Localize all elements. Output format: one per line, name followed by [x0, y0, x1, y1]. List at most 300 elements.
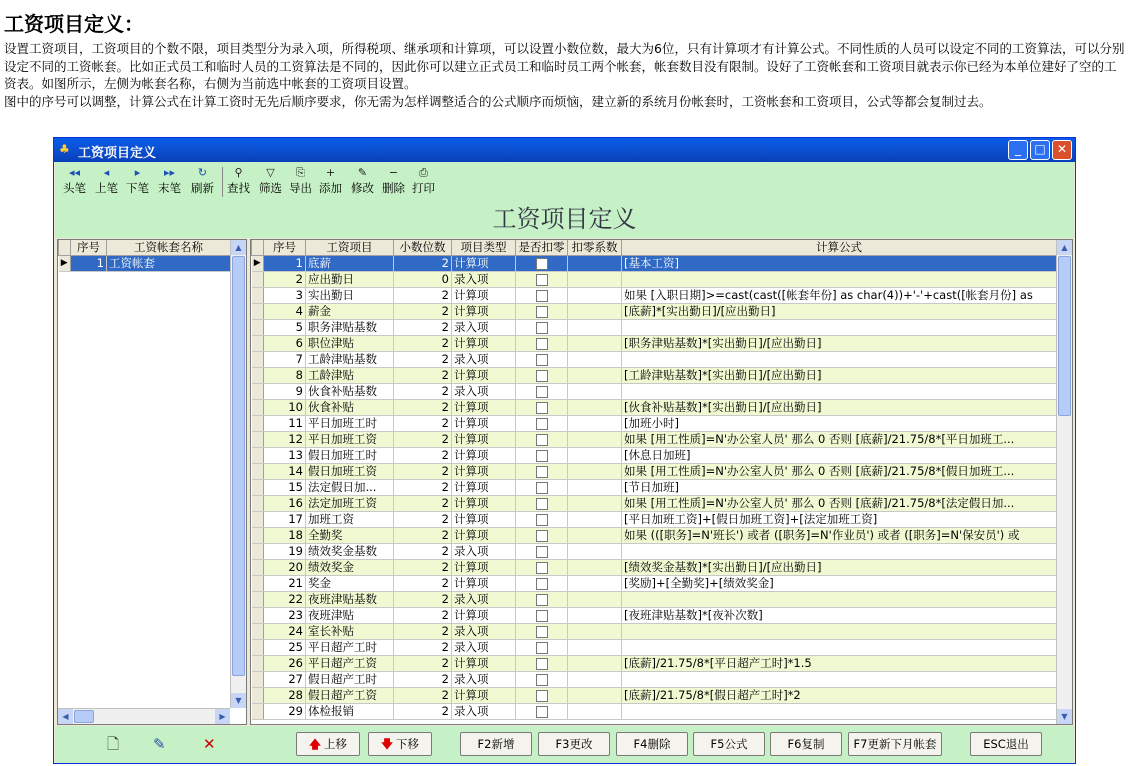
toolbar-button-next-record[interactable]	[126, 165, 149, 195]
row-indicator	[252, 672, 264, 688]
col-header[interactable]: 扣零系数	[568, 240, 622, 256]
left-col-header[interactable]: 工资帐套名称	[107, 240, 231, 256]
cell-formula: [绩效奖金基数]*[实出勤日]/[应出勤日]	[622, 560, 1057, 576]
prev-record-icon: ◂	[103, 166, 110, 179]
cell-formula: [底薪]/21.75/8*[平日超产工时]*1.5	[622, 656, 1057, 672]
cell-item-name: 夜班津贴	[306, 608, 394, 624]
cell-rounding-factor	[568, 352, 622, 368]
salary-item-row[interactable]	[252, 592, 1057, 608]
row-indicator	[252, 400, 264, 416]
maximize-button[interactable]: □	[1030, 140, 1050, 160]
cell-decimals: 2	[394, 384, 452, 400]
salary-item-row[interactable]	[252, 352, 1057, 368]
salary-item-row[interactable]	[252, 480, 1057, 496]
zero-rounding-checkbox[interactable]	[536, 690, 548, 702]
cell-no: 7	[264, 352, 306, 368]
toolbar-button-first-record[interactable]	[63, 165, 86, 195]
zero-rounding-checkbox[interactable]	[536, 354, 548, 366]
row-indicator	[252, 432, 264, 448]
zero-rounding-checkbox[interactable]	[536, 626, 548, 638]
col-header[interactable]: 小数位数	[394, 240, 452, 256]
salary-item-row[interactable]	[252, 608, 1057, 624]
zero-rounding-checkbox[interactable]	[536, 546, 548, 558]
salary-item-row[interactable]	[252, 640, 1057, 656]
cell-item-type: 录入项	[452, 640, 516, 656]
cell-item-name: 平日加班工时	[306, 416, 394, 432]
toolbar-button-last-record[interactable]	[158, 165, 181, 195]
salary-item-table	[251, 240, 1057, 720]
cell-formula: 如果 (([职务]=N'班长') 或者 ([职务]=N'作业员') 或者 ([职务]=N'保安员') 或	[622, 528, 1057, 544]
row-indicator	[252, 592, 264, 608]
cell-rounding-factor	[568, 416, 622, 432]
export-icon: ⎘	[296, 166, 305, 179]
cell-zero-rounding	[516, 256, 568, 272]
cell-rounding-factor	[568, 512, 622, 528]
cell-item-type: 录入项	[452, 592, 516, 608]
cell-no: 14	[264, 464, 306, 480]
move-up-label: 上移	[323, 737, 347, 751]
doc-description	[4, 40, 1126, 110]
cell-no: 18	[264, 528, 306, 544]
cell-item-type: 录入项	[452, 352, 516, 368]
zero-rounding-checkbox[interactable]	[536, 370, 548, 382]
cell-item-name: 体检报销	[306, 704, 394, 720]
toolbar-button-delete[interactable]	[382, 165, 405, 195]
row-indicator	[252, 272, 264, 288]
salary-item-row[interactable]	[252, 576, 1057, 592]
toolbar-label: 末笔	[158, 181, 181, 195]
cell-item-name: 奖金	[306, 576, 394, 592]
app-icon: ♣	[59, 142, 70, 156]
salary-item-row[interactable]	[252, 304, 1057, 320]
cell-zero-rounding	[516, 384, 568, 400]
col-header[interactable]: 序号	[264, 240, 306, 256]
cell-rounding-factor	[568, 384, 622, 400]
cell-formula: [平日加班工资]+[假日加班工资]+[法定加班工资]	[622, 512, 1057, 528]
move-up-button[interactable]	[296, 732, 360, 756]
cell-formula	[622, 592, 1057, 608]
row-indicator	[252, 304, 264, 320]
salary-item-row[interactable]	[252, 656, 1057, 672]
salary-item-row[interactable]	[252, 288, 1057, 304]
zero-rounding-checkbox[interactable]	[536, 306, 548, 318]
cell-item-type: 计算项	[452, 304, 516, 320]
cell-account-name: 工资帐套	[107, 256, 231, 272]
cell-no: 8	[264, 368, 306, 384]
cell-formula: 如果 [用工性质]=N'办公室人员' 那么 0 否则 [底薪]/21.75/8*[假日加班工...	[622, 464, 1057, 480]
zero-rounding-checkbox[interactable]	[536, 674, 548, 686]
doc-paragraph-1: 设置工资项目，工资项目的个数不限，项目类型分为录入项，所得税项、继承项和计算项，可以设置小数位数，最大为6位，只有计算项才有计算公式。不同性质的人员可以设定不同的工资算法，可以分别设定不同的工资帐套。比如正式员工和临时人员的工资算法是不同的，因此你可以建立正式员工和临时员工两个帐套，帐套数目没有限制。设好了工资帐套和工资项目就表示你已经为本单位建好了空的工资表。如图所示，左侧为帐套名称，右侧为当前选中帐套的工资项目设置。	[4, 41, 1125, 91]
doc-title: 工资项目定义：	[4, 12, 144, 36]
cell-item-type: 录入项	[452, 384, 516, 400]
cell-zero-rounding	[516, 544, 568, 560]
cell-zero-rounding	[516, 352, 568, 368]
zero-rounding-checkbox[interactable]	[536, 434, 548, 446]
current-row-icon: ▶	[252, 256, 264, 272]
cell-zero-rounding	[516, 528, 568, 544]
cell-item-type: 计算项	[452, 336, 516, 352]
row-indicator	[252, 416, 264, 432]
col-header[interactable]: 计算公式	[622, 240, 1057, 256]
salary-item-row[interactable]	[252, 368, 1057, 384]
cell-decimals: 2	[394, 496, 452, 512]
cell-rounding-factor	[568, 624, 622, 640]
cell-rounding-factor	[568, 336, 622, 352]
cell-item-name: 夜班津贴基数	[306, 592, 394, 608]
row-indicator	[252, 448, 264, 464]
window-title: 工资项目定义	[78, 146, 157, 161]
cell-item-type: 录入项	[452, 672, 516, 688]
row-indicator	[252, 688, 264, 704]
cell-rounding-factor	[568, 464, 622, 480]
salary-item-row[interactable]	[252, 688, 1057, 704]
row-indicator	[252, 464, 264, 480]
zero-rounding-checkbox[interactable]	[536, 498, 548, 510]
zero-rounding-checkbox[interactable]	[536, 610, 548, 622]
next-record-icon: ▸	[134, 166, 141, 179]
cell-rounding-factor	[568, 704, 622, 720]
toolbar-button-prev-record[interactable]	[95, 165, 118, 195]
cell-decimals: 2	[394, 480, 452, 496]
salary-item-row[interactable]	[252, 432, 1057, 448]
cell-formula: [底薪]*[实出勤日]/[应出勤日]	[622, 304, 1057, 320]
cell-item-type: 录入项	[452, 544, 516, 560]
salary-item-row[interactable]	[252, 272, 1057, 288]
f5-formula-button[interactable]: F5公式	[693, 732, 765, 756]
toolbar-button-filter[interactable]	[259, 165, 282, 195]
salary-item-row[interactable]	[252, 704, 1057, 720]
f7-update-next-month-button[interactable]: F7更新下月帐套	[848, 732, 942, 756]
doc-paragraph-2: 图中的序号可以调整，计算公式在计算工资时无先后顺序要求，你无需为怎样调整适合的公式顺序而烦恼，建立新的系统月份帐套时，工资帐套和工资项目，公式等都会复制过去。	[4, 93, 992, 109]
toolbar-button-refresh[interactable]	[191, 165, 214, 195]
cell-item-name: 假日超产工资	[306, 688, 394, 704]
toolbar-button-add[interactable]	[319, 165, 342, 195]
cell-decimals: 2	[394, 304, 452, 320]
salary-item-row[interactable]	[252, 400, 1057, 416]
cell-no: 11	[264, 416, 306, 432]
cell-item-name: 底薪	[306, 256, 394, 272]
zero-rounding-checkbox[interactable]	[536, 418, 548, 430]
cell-decimals: 2	[394, 544, 452, 560]
cell-rounding-factor	[568, 320, 622, 336]
f4-delete-button[interactable]: F4删除	[616, 732, 688, 756]
cell-decimals: 2	[394, 336, 452, 352]
salary-item-row[interactable]	[252, 496, 1057, 512]
zero-rounding-checkbox[interactable]	[536, 290, 548, 302]
cell-rounding-factor	[568, 608, 622, 624]
cell-item-type: 计算项	[452, 528, 516, 544]
cell-formula: [基本工资]	[622, 256, 1057, 272]
cell-formula	[622, 640, 1057, 656]
cell-item-type: 计算项	[452, 496, 516, 512]
arrow-down-icon: 🡇	[381, 737, 393, 751]
cell-formula	[622, 624, 1057, 640]
row-indicator	[252, 480, 264, 496]
salary-item-row[interactable]	[252, 256, 1057, 272]
zero-rounding-checkbox[interactable]	[536, 706, 548, 718]
row-indicator	[252, 320, 264, 336]
cell-item-name: 平日超产工时	[306, 640, 394, 656]
arrow-up-icon: 🡅	[309, 737, 321, 751]
cell-item-type: 计算项	[452, 464, 516, 480]
scroll-up-icon[interactable]: ▲	[231, 240, 246, 255]
close-button[interactable]: ✕	[1052, 140, 1072, 160]
cell-no: 26	[264, 656, 306, 672]
row-indicator	[252, 288, 264, 304]
scroll-right-icon[interactable]: ▶	[215, 709, 230, 724]
cell-decimals: 2	[394, 608, 452, 624]
cell-item-name: 实出勤日	[306, 288, 394, 304]
scroll-thumb[interactable]	[74, 710, 94, 723]
move-down-button[interactable]	[368, 732, 432, 756]
zero-rounding-checkbox[interactable]	[536, 578, 548, 590]
zero-rounding-checkbox[interactable]	[536, 402, 548, 414]
zero-rounding-checkbox[interactable]	[536, 530, 548, 542]
cell-no: 21	[264, 576, 306, 592]
row-indicator	[252, 608, 264, 624]
cell-formula	[622, 272, 1057, 288]
col-header[interactable]: 项目类型	[452, 240, 516, 256]
cell-formula: 如果 [用工性质]=N'办公室人员' 那么 0 否则 [底薪]/21.75/8*[法定假日加...	[622, 496, 1057, 512]
cell-decimals: 2	[394, 576, 452, 592]
minimize-button[interactable]: _	[1008, 140, 1028, 160]
zero-rounding-checkbox[interactable]	[536, 658, 548, 670]
cell-rounding-factor	[568, 272, 622, 288]
cell-formula: [夜班津贴基数]*[夜补次数]	[622, 608, 1057, 624]
scroll-down-icon[interactable]: ▼	[231, 693, 246, 708]
left-col-header[interactable]: 序号	[71, 240, 107, 256]
cell-item-name: 绩效奖金	[306, 560, 394, 576]
cell-zero-rounding	[516, 272, 568, 288]
zero-rounding-checkbox[interactable]	[536, 466, 548, 478]
cell-item-name: 假日加班工时	[306, 448, 394, 464]
esc-exit-button[interactable]: ESC退出	[970, 732, 1042, 756]
cell-rounding-factor	[568, 544, 622, 560]
zero-rounding-checkbox[interactable]	[536, 274, 548, 286]
cell-zero-rounding	[516, 448, 568, 464]
cell-no: 13	[264, 448, 306, 464]
cell-item-name: 工龄津贴	[306, 368, 394, 384]
cell-item-type: 录入项	[452, 624, 516, 640]
cell-decimals: 2	[394, 320, 452, 336]
cell-decimals: 2	[394, 464, 452, 480]
scroll-thumb[interactable]	[1058, 256, 1071, 416]
cell-no: 6	[264, 336, 306, 352]
zero-rounding-checkbox[interactable]	[536, 322, 548, 334]
left-vertical-scrollbar[interactable]	[230, 240, 246, 708]
toolbar-label: 上笔	[95, 181, 118, 195]
cell-rounding-factor	[568, 560, 622, 576]
row-indicator	[252, 576, 264, 592]
cell-zero-rounding	[516, 704, 568, 720]
cell-zero-rounding	[516, 368, 568, 384]
salary-item-row[interactable]	[252, 336, 1057, 352]
salary-item-row[interactable]	[252, 512, 1057, 528]
cell-item-type: 计算项	[452, 480, 516, 496]
salary-item-row[interactable]	[252, 672, 1057, 688]
toolbar-label: 下笔	[126, 181, 149, 195]
cell-decimals: 2	[394, 400, 452, 416]
cell-decimals: 2	[394, 288, 452, 304]
zero-rounding-checkbox[interactable]	[536, 450, 548, 462]
cell-item-type: 计算项	[452, 368, 516, 384]
scroll-left-icon[interactable]: ◀	[58, 709, 73, 724]
zero-rounding-checkbox[interactable]	[536, 338, 548, 350]
cell-zero-rounding	[516, 288, 568, 304]
right-vertical-scrollbar[interactable]	[1056, 240, 1072, 724]
edit-icon: ✎	[357, 166, 368, 179]
cell-rounding-factor	[568, 304, 622, 320]
cell-decimals: 2	[394, 560, 452, 576]
zero-rounding-checkbox[interactable]	[536, 594, 548, 606]
zero-rounding-checkbox[interactable]	[536, 386, 548, 398]
cell-item-name: 职务津贴基数	[306, 320, 394, 336]
cell-no: 25	[264, 640, 306, 656]
salary-item-row[interactable]	[252, 448, 1057, 464]
account-set-row[interactable]	[59, 256, 231, 272]
toolbar-button-print[interactable]	[412, 165, 435, 195]
row-indicator	[252, 640, 264, 656]
cell-no: 15	[264, 480, 306, 496]
cell-rounding-factor	[568, 672, 622, 688]
row-indicator	[252, 352, 264, 368]
cell-no: 22	[264, 592, 306, 608]
cell-decimals: 2	[394, 640, 452, 656]
cell-zero-rounding	[516, 304, 568, 320]
f2-add-button[interactable]: F2新增	[460, 732, 532, 756]
cell-formula: 如果 [用工性质]=N'办公室人员' 那么 0 否则 [底薪]/21.75/8*[平日加班工...	[622, 432, 1057, 448]
cell-formula: [工龄津贴基数]*[实出勤日]/[应出勤日]	[622, 368, 1057, 384]
cell-no: 4	[264, 304, 306, 320]
cell-decimals: 2	[394, 592, 452, 608]
refresh-icon: ↻	[197, 166, 208, 179]
cell-no: 1	[71, 256, 107, 272]
bottom-bar	[55, 726, 1074, 763]
left-horizontal-scrollbar[interactable]	[58, 708, 230, 724]
cell-no: 28	[264, 688, 306, 704]
cell-decimals: 2	[394, 656, 452, 672]
salary-item-row[interactable]	[252, 416, 1057, 432]
first-record-icon: ◂◂	[68, 166, 81, 179]
cell-decimals: 2	[394, 416, 452, 432]
delete-icon: −	[388, 166, 399, 179]
account-set-table	[58, 240, 231, 272]
cell-zero-rounding	[516, 672, 568, 688]
row-indicator	[252, 496, 264, 512]
cell-item-name: 平日加班工资	[306, 432, 394, 448]
zero-rounding-checkbox[interactable]	[536, 482, 548, 494]
row-indicator-header	[59, 240, 71, 256]
cell-rounding-factor	[568, 480, 622, 496]
cell-formula	[622, 544, 1057, 560]
cell-decimals: 0	[394, 272, 452, 288]
zero-rounding-checkbox[interactable]	[536, 642, 548, 654]
cell-no: 29	[264, 704, 306, 720]
salary-item-row[interactable]	[252, 624, 1057, 640]
salary-item-row[interactable]	[252, 464, 1057, 480]
delete-x-icon[interactable]: ✕	[203, 735, 216, 753]
salary-item-row[interactable]	[252, 320, 1057, 336]
scroll-thumb[interactable]	[232, 256, 245, 676]
scroll-down-icon[interactable]: ▼	[1057, 709, 1072, 724]
toolbar-label: 查找	[227, 181, 250, 195]
move-down-label: 下移	[395, 737, 419, 751]
cell-formula	[622, 320, 1057, 336]
scroll-up-icon[interactable]: ▲	[1057, 240, 1072, 255]
cell-rounding-factor	[568, 656, 622, 672]
salary-item-row[interactable]	[252, 560, 1057, 576]
cell-no: 9	[264, 384, 306, 400]
cell-no: 23	[264, 608, 306, 624]
toolbar-button-edit[interactable]	[351, 165, 374, 195]
cell-rounding-factor	[568, 368, 622, 384]
f3-modify-button[interactable]: F3更改	[538, 732, 610, 756]
toolbar-button-search[interactable]	[227, 165, 250, 195]
col-header[interactable]: 工资项目	[306, 240, 394, 256]
cell-formula	[622, 672, 1057, 688]
cell-zero-rounding	[516, 688, 568, 704]
cell-decimals: 2	[394, 512, 452, 528]
zero-rounding-checkbox[interactable]	[536, 514, 548, 526]
toolbar-separator	[222, 167, 223, 197]
cell-rounding-factor	[568, 640, 622, 656]
toolbar-label: 头笔	[63, 181, 86, 195]
zero-rounding-checkbox[interactable]	[536, 562, 548, 574]
current-row-icon: ▶	[59, 256, 71, 272]
cell-item-type: 计算项	[452, 432, 516, 448]
cell-item-name: 伙食补贴	[306, 400, 394, 416]
cell-item-type: 录入项	[452, 320, 516, 336]
cell-item-type: 计算项	[452, 688, 516, 704]
salary-item-row[interactable]	[252, 384, 1057, 400]
zero-rounding-checkbox[interactable]	[536, 258, 548, 270]
cell-zero-rounding	[516, 656, 568, 672]
row-indicator	[252, 528, 264, 544]
cell-formula	[622, 704, 1057, 720]
cell-item-name: 绩效奖金基数	[306, 544, 394, 560]
edit-doc-icon[interactable]: ✎	[153, 735, 166, 753]
cell-zero-rounding	[516, 336, 568, 352]
window-titlebar[interactable]	[54, 138, 1075, 162]
cell-rounding-factor	[568, 448, 622, 464]
toolbar	[55, 162, 1074, 200]
cell-item-name: 伙食补贴基数	[306, 384, 394, 400]
cell-zero-rounding	[516, 480, 568, 496]
cell-item-type: 录入项	[452, 704, 516, 720]
cell-formula	[622, 352, 1057, 368]
last-record-icon: ▸▸	[163, 166, 176, 179]
toolbar-button-export[interactable]	[289, 165, 312, 195]
cell-decimals: 2	[394, 432, 452, 448]
f6-copy-button[interactable]: F6复制	[770, 732, 842, 756]
cell-zero-rounding	[516, 432, 568, 448]
filter-icon: ▽	[266, 166, 275, 179]
salary-item-row[interactable]	[252, 528, 1057, 544]
toolbar-label: 筛选	[259, 181, 282, 195]
cell-decimals: 2	[394, 624, 452, 640]
cell-rounding-factor	[568, 688, 622, 704]
salary-item-row[interactable]	[252, 544, 1057, 560]
col-header[interactable]: 是否扣零	[516, 240, 568, 256]
cell-item-name: 室长补贴	[306, 624, 394, 640]
row-indicator-header	[252, 240, 264, 256]
cell-rounding-factor	[568, 400, 622, 416]
print-icon: ⎙	[419, 166, 428, 179]
cell-no: 10	[264, 400, 306, 416]
cell-no: 20	[264, 560, 306, 576]
row-indicator	[252, 368, 264, 384]
new-doc-icon[interactable]: 🗋	[107, 735, 120, 753]
